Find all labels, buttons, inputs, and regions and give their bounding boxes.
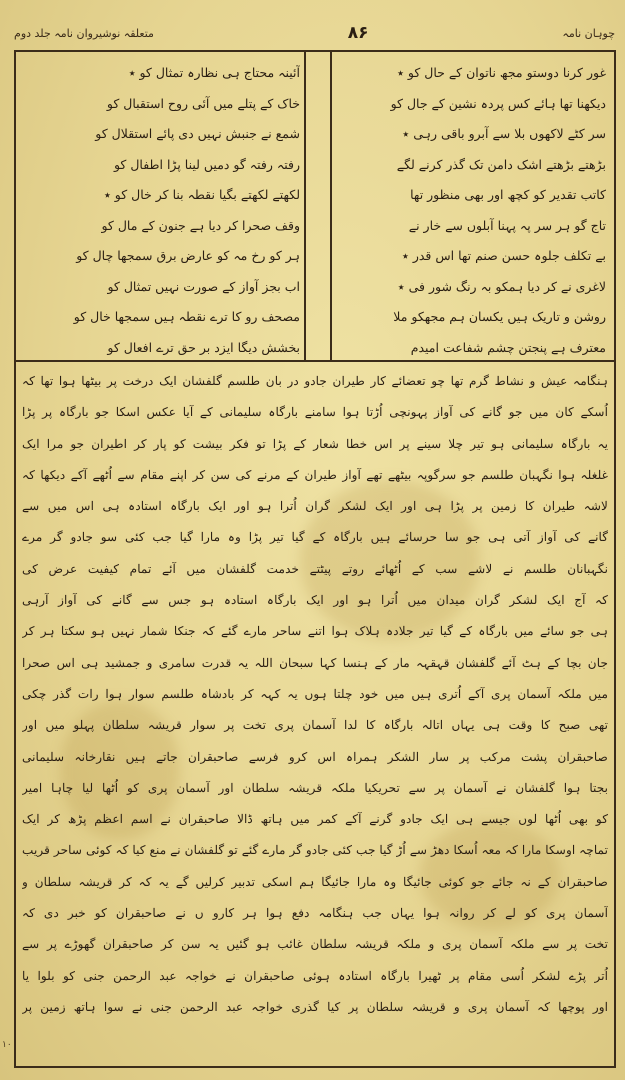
margin-note: ۱۰ [2,1040,12,1050]
prose-line: ہی جو سائے میں بارگاہ کے گیا تیر جلادہ ہلاک ہوا اتنے ساحر مارے گئے کہ جنکا شمار نہیں ہو سکتا ہر کر [22,624,608,639]
column-divider [304,52,306,360]
verse-line: لکھتے لکھتے بگیا نقطہ بنا کر خال کو ٭ [103,187,300,202]
verse-line: بخشش دیگا ایزد بر حق ترے افعال کو [107,339,300,355]
prose-line: جان بچا کے ہٹ آئے گلفشان قہقہہ مار کے ہنسا کہا سبحان اللہ یہ قدرت سامری و جمشید ہی اس صحرا [22,655,608,670]
verse-line: بے تکلف جلوہ حسن صنم تھا اس قدر ٭ [402,248,606,263]
prose-line: گانے کی آواز آتی ہی جو سا حرسائے ہیں بارگاہ کے گیا تیر پڑا وہ مارا گیا جب کئی سو جادو گر مرے [22,530,608,545]
page-header [14,18,615,48]
verse-line: ہر کو رخ مہ کو عارض برق سمجھا چال کو [76,248,300,263]
verse-line: لاغری نے کر دیا ہمکو بہ رنگ شور فی ٭ [397,278,606,294]
verse-line: سر کٹے لاکھوں بلا سے آبرو باقی رہی ٭ [402,126,606,141]
volume-title: متعلقہ نوشیروان نامہ جلد دوم [14,26,154,40]
prose-line: یہ بارگاہ سلیمانی ہو تیر چلا سینے پر اس خطا شعار کے پڑا تو فکر بیشت کو پار کر اطیران جو مرا ایک [22,436,608,451]
prose-line: نگہبانان طلسم نے لاشے سب کے اُٹھائے روتے پیٹتے خدمت گلفشان میں آئے تمام کیفیت عرض کی [22,561,608,576]
prose-line: میں ملکہ آسمان پری آکے اُتری ہیں میں خود چلتا ہوں یہ کہہ کر بادشاہ طلسم سوار ہوا رات گذر چکی [22,686,608,701]
page-number: ۸۶ [347,23,369,43]
prose-line: آسمان پری کو لے کر روانہ ہوا یہاں جب ہنگامہ دفع ہوا ہر کارو ں نے صاحبقران کو خبر دی کہ [22,906,608,921]
verse-line: کاتب تقدیر کو کچھ اور بھی منظور تھا [410,187,606,202]
verse-line: غور کرنا دوستو مجھ ناتوان کے حال کو ٭ [397,65,606,80]
prose-line: اور پوچھا کہ آسمان پری و قریشہ سلطان پر کیا گذری خواجہ عبد الرحمن جنی نے سوا ہاتھ زمین پر [22,999,608,1014]
prose-line: تماچہ اوسکا مارا کہ معہ اُسکا دھڑ سے اُڑ گیا جب کئی جادو گر مارے گئے تو گلفشان نے منع کیا کہ کوئی ساحر قریب [22,843,608,858]
verse-line: بڑھتے بڑھتے اشک دامن تک گذر کرنے لگے [396,156,606,172]
verse-line: آئینہ محتاج ہی نظارہ تمثال کو ٭ [128,65,300,80]
book-title: چوہان نامہ [562,26,615,40]
prose-line: اُتر پڑے لشکر اُسی مقام پر ٹھیرا بارگاہ استادہ ہوئی صاحبقران نے خواجہ عبد الرحمن جنی کو بلوا یا [22,968,608,983]
verse-line: خاک کے پتلے میں آئی روح استقبال کو [106,95,300,111]
prose-line: تخت پر سے ملکہ آسمان پری و ملکہ قریشہ سلطان غائب ہو گئیں یہ سن کر صاحبقران گھوڑے پر سے [22,937,608,952]
prose-line: ہنگامہ عیش و نشاط گرم تھا چو تعضائے کار طیران جادو در بان طلسم گلفشان ایک درخت پر بیٹھا ہوا تھا کہ [22,374,608,388]
prose-line: کہ آج ایک لشکر گران میدان میں اُترا ہو اور ایک بارگاہ استادہ ہو جس سے گانے کی آواز آرہی [22,593,608,608]
verse-line: مصحف رو کا ترے نقطہ ہیں سمجھا خال کو [73,309,300,324]
verse-line: تاج گو ہر سر پہ پہنا آبلوں سے خار نے [408,217,606,233]
prose-line: تھی صبح کا وقت ہی یہاں اتالہ بارگاہ کا لدا آسمان پری تخت پر سوار قریشہ سلطان پہلو میں اور [22,718,608,733]
text-frame [14,50,616,1068]
verse-line: دیکھنا تھا ہائے کس پردہ نشین کے جال کو [390,95,606,111]
poem-column-right [336,58,606,363]
verse-line: روشن و تاریک ہیں یکسان ہم مجھکو ملا [393,309,606,324]
column-divider [330,52,332,360]
prose-line: لاشہ طیران کا زمین پر پڑا ہی اور ایک لشکر گران اُترا ہو اور ایک بارگاہ استادہ ہی اس میں سے [22,499,608,514]
verse-line: معترف ہے پنجتن چشم شفاعت امیدم [410,339,606,355]
poem-section [16,52,614,362]
verse-line: رفتہ رفتہ گو دمیں لینا پڑا اطفال کو [113,156,300,172]
prose-line: صاحبقران پشت مرکب پر سار الشکر ہمراہ اس کرو فرسے صاحبقران جاتے ہیں نقارخانہ سلیمانی [22,749,608,764]
prose-line: غلغلہ ہوا نگہبان طلسم جو سرگوپہ بیٹھے تھے آواز طیران کے مرنے کی سن کر اپنے مقام سے اُٹھے آکے دیکھا کہ [22,467,608,482]
prose-section [22,366,608,1023]
prose-line: بجتا ہوا گلفشان نے آسمان پر سے تحریکیا ملکہ قریشہ سلطان اور آسمان پری کو اُٹھا لیا چاہا امیر [22,780,608,795]
poem-column-left [24,58,300,363]
prose-line: صاحبقران کے نہ جائے جو کوئی جائیگا وہ مارا جائیگا ہم اسکی تدبیر کرلیں گے یہ کہ کر قریشہ سلطان و [22,874,608,889]
verse-line: شمع نے جنبش نہیں دی پائے استقلال کو [95,126,300,141]
prose-line: اُسکے کان میں جو گانے کی آواز پہونچی اُڑتا ہوا سامنے بارگاہ سلیمانی کے آیا عکس اسکا جو بارگاہ پر پڑا [22,405,608,420]
prose-line: کو بھی اُٹھا لوں جیسے ہی ایک جادو گرنے آکے کمر میں ہاتھ ڈالا صاحبقران نے اسم اعظم پڑھ کر ایک [22,812,608,827]
verse-line: اب بجز آواز کے صورت نہیں تمثال کو [107,278,300,294]
verse-line: وقف صحرا کر دیا ہے جنون کے مال کو [101,217,300,233]
